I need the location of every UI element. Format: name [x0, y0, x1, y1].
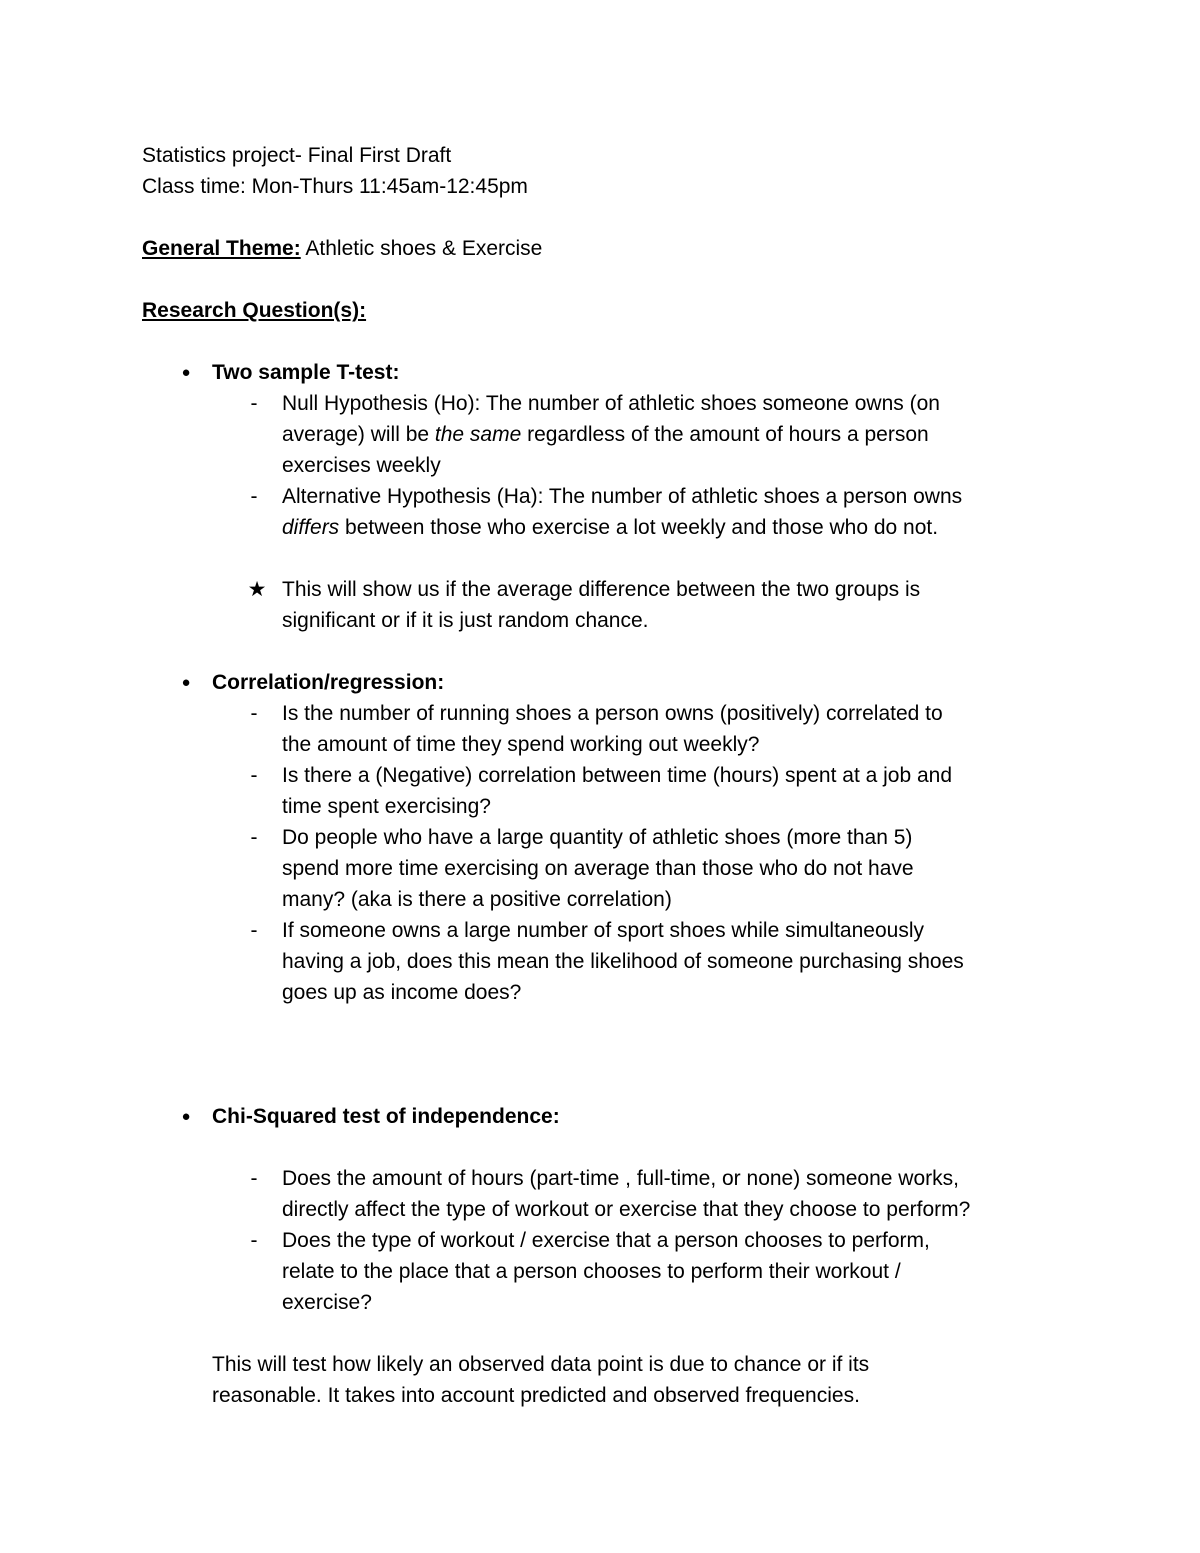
list-item-alt-hypothesis	[142, 481, 1062, 543]
general-theme-value: Athletic shoes & Exercise	[300, 237, 543, 260]
dash-icon: -	[250, 485, 258, 508]
bullet-icon: ●	[181, 364, 191, 381]
dash-icon: -	[250, 702, 258, 725]
null-hypothesis-line-3: exercises weekly	[282, 454, 441, 477]
dash-icon: -	[250, 764, 258, 787]
dash-icon: -	[250, 392, 258, 415]
alt-hypothesis-line-1: Alternative Hypothesis (Ha): The number of athletic shoes a person owns	[282, 485, 963, 508]
dash-icon: -	[250, 1167, 258, 1190]
correlation-q3-line-3: many? (aka is there a positive correlation)	[282, 888, 672, 911]
alt-hypothesis-line-2	[282, 512, 1062, 543]
correlation-q2-line-2: time spent exercising?	[282, 795, 491, 818]
dash-icon: -	[250, 826, 258, 849]
null-hypothesis-text: regardless of the amount of hours a person	[521, 423, 929, 446]
null-hypothesis-line-1: Null Hypothesis (Ho): The number of athletic shoes someone owns (on	[282, 392, 940, 415]
chi-squared-q2-line-1: Does the type of workout / exercise that a person chooses to perform,	[282, 1229, 930, 1252]
general-theme	[142, 233, 1062, 264]
list-item-null-hypothesis	[142, 388, 1062, 481]
document-page	[142, 140, 1062, 1411]
null-hypothesis-line-2	[282, 419, 1062, 450]
chi-squared-title: Chi-Squared test of independence:	[212, 1105, 560, 1128]
list-item	[142, 1225, 1062, 1318]
correlation-q3-line-2: spend more time exercising on average than those who do not have	[282, 857, 914, 880]
chi-squared-summary-line-2: reasonable. It takes into account predicted and observed frequencies.	[212, 1384, 860, 1407]
correlation-title: Correlation/regression:	[212, 671, 445, 694]
research-questions-heading	[142, 295, 1062, 326]
null-hypothesis-emphasis: the same	[434, 423, 522, 446]
ttest-section	[142, 357, 1062, 636]
chi-squared-q1-line-2: directly affect the type of workout or exercise that they choose to perform?	[282, 1198, 971, 1221]
alt-hypothesis-text: between those who exercise a lot weekly and those who do not.	[339, 516, 939, 539]
research-questions-label: Research Question(s):	[142, 299, 367, 322]
ttest-note-line-2: significant or if it is just random chance.	[282, 609, 649, 632]
list-item	[142, 760, 1062, 822]
ttest-note-line-1: This will show us if the average difference between the two groups is	[282, 578, 921, 601]
list-item	[142, 1163, 1062, 1225]
null-hypothesis-text: average) will be	[282, 423, 435, 446]
document-title: Statistics project- Final First Draft	[142, 144, 452, 167]
correlation-q4-line-1: If someone owns a large number of sport shoes while simultaneously	[282, 919, 924, 942]
star-icon: ★	[247, 578, 267, 601]
correlation-q2-line-1: Is there a (Negative) correlation between time (hours) spent at a job and	[282, 764, 953, 787]
correlation-q1-line-1: Is the number of running shoes a person owns (positively) correlated to	[282, 702, 943, 725]
correlation-section	[142, 667, 1062, 1008]
chi-squared-q2-line-3: exercise?	[282, 1291, 372, 1314]
list-item	[142, 698, 1062, 760]
chi-squared-section	[142, 1101, 1062, 1318]
correlation-q4-line-2: having a job, does this mean the likelihood of someone purchasing shoes	[282, 950, 964, 973]
list-item	[142, 822, 1062, 915]
list-item-ttest-note	[142, 574, 1062, 636]
correlation-q4-line-3: goes up as income does?	[282, 981, 522, 1004]
correlation-q3-line-1: Do people who have a large quantity of athletic shoes (more than 5)	[282, 826, 913, 849]
chi-squared-summary-line-1: This will test how likely an observed data point is due to chance or if its	[212, 1353, 870, 1376]
chi-squared-summary	[142, 1349, 1062, 1411]
class-time: Class time: Mon-Thurs 11:45am-12:45pm	[142, 175, 528, 198]
ttest-title: Two sample T-test:	[212, 361, 400, 384]
chi-squared-q1-line-1: Does the amount of hours (part-time , full-time, or none) someone works,	[282, 1167, 959, 1190]
bullet-icon: ●	[181, 674, 191, 691]
general-theme-label: General Theme:	[142, 237, 301, 260]
correlation-q1-line-2: the amount of time they spend working out weekly?	[282, 733, 760, 756]
bullet-icon: ●	[181, 1108, 191, 1125]
alt-hypothesis-emphasis: differs	[282, 516, 340, 539]
list-item	[142, 915, 1062, 1008]
dash-icon: -	[250, 919, 258, 942]
dash-icon: -	[250, 1229, 258, 1252]
chi-squared-q2-line-2: relate to the place that a person chooses to perform their workout /	[282, 1260, 901, 1283]
